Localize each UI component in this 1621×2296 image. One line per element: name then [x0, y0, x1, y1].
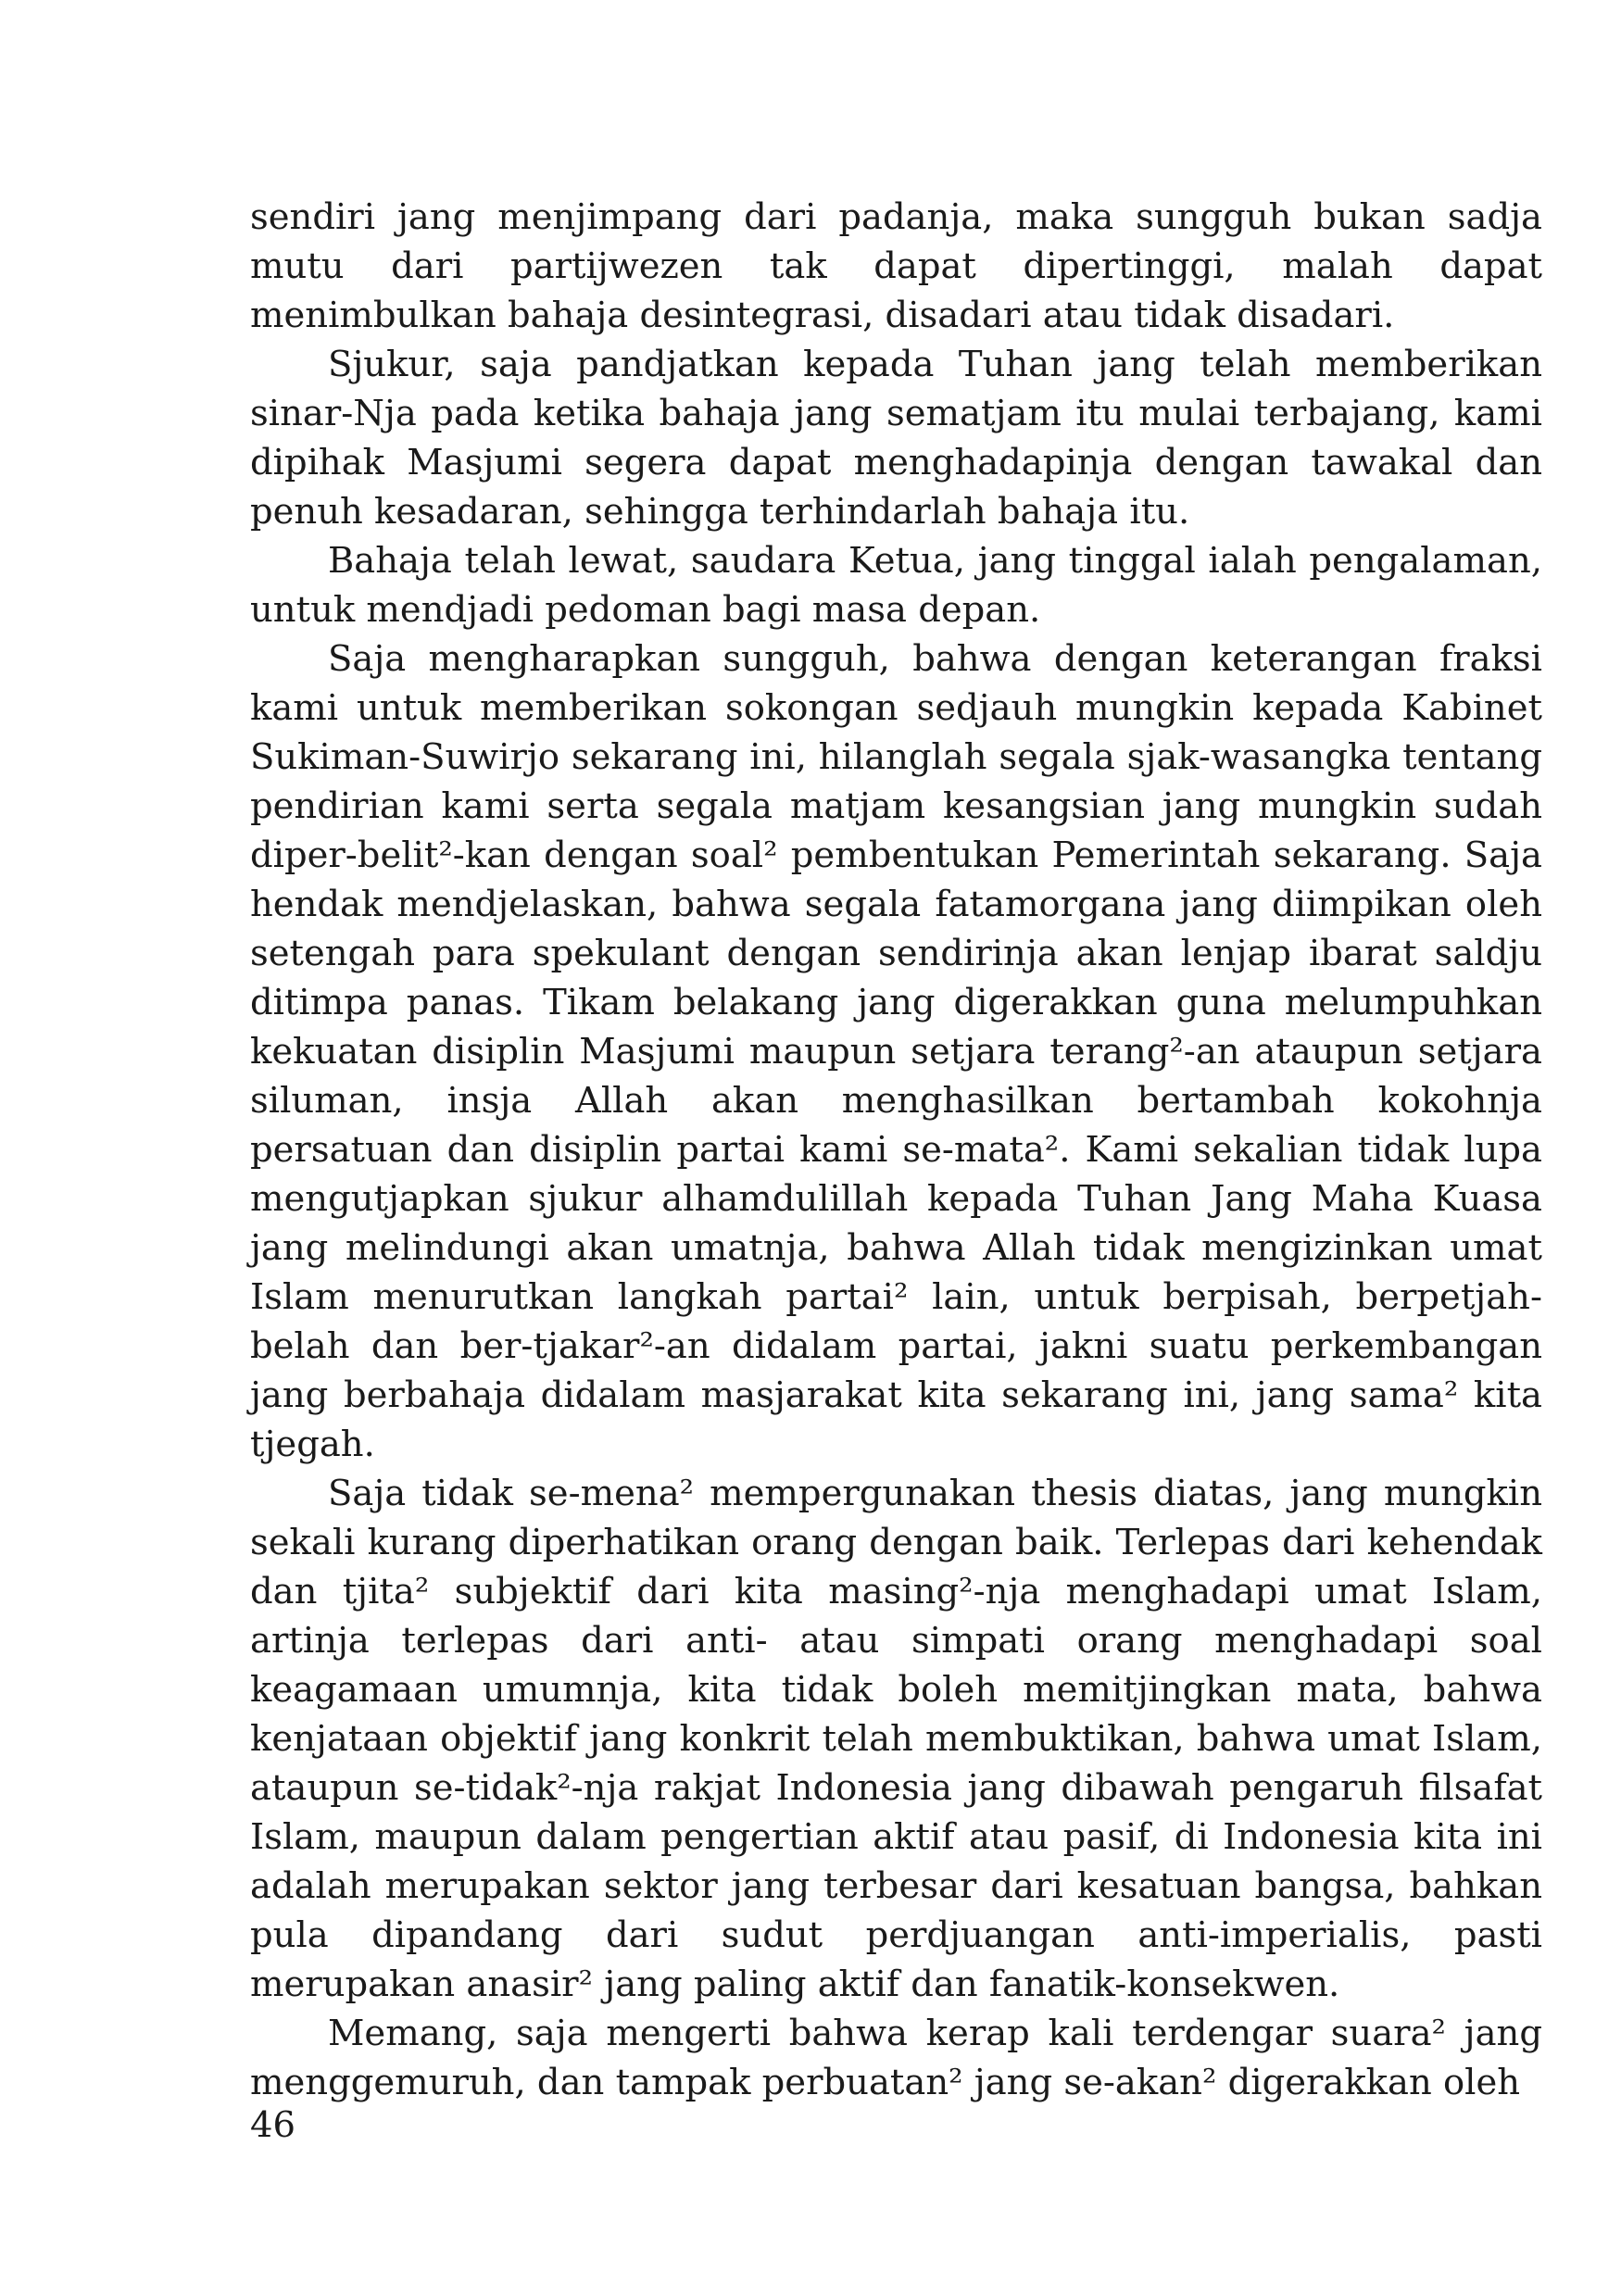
- paragraph-6: Memang, saja mengerti bahwa kerap kali terdengar suara² jang menggemuruh, dan tampak perbuatan² jang se-akan² digerakkan oleh: [250, 2013, 1542, 2103]
- paragraph-3: Bahaja telah lewat, saudara Ketua, jang tinggal ialah pengalaman, untuk mendjadi pedoman bagi masa depan.: [250, 540, 1542, 631]
- paragraph-5: Saja tidak se-mena² mempergunakan thesis diatas, jang mungkin sekali kurang diperhatikan orang dengan baik. Terlepas dari kehendak dan tjita² subjektif dari kita masing²-nja menghadapi umat Islam, artinja terlepas dari anti- atau simpati orang menghadapi soal keagamaan umumnja, kita tidak boleh memitjingkan mata, bahwa kenjataan objektif jang konkrit telah membuktikan, bahwa umat Islam, ataupun se-tidak²-nja rakjat Indonesia jang dibawah pengaruh filsafat Islam, maupun dalam pengertian aktif atau pasif, di Indonesia kita ini adalah merupakan sektor jang terbesar dari kesatuan bangsa, bahkan pula dipandang dari sudut perdjuangan anti-imperialis, pasti merupakan anasir² jang paling aktif dan fanatik-konsekwen.: [250, 1473, 1542, 2005]
- paragraph-4: Saja mengharapkan sungguh, bahwa dengan keterangan fraksi kami untuk memberikan sokongan sedjauh mungkin kepada Kabinet Sukiman-Suwirjo sekarang ini, hilanglah segala sjak-wasangka tentang pendirian kami serta segala matjam kesangsian jang mungkin sudah diper-belit²-kan dengan soal² pembentukan Pemerintah sekarang. Saja hendak mendjelaskan, bahwa segala fatamorgana jang diimpikan oleh setengah para spekulant dengan sendirinja akan lenjap ibarat saldju ditimpa panas. Tikam belakang jang digerakkan guna melumpuhkan kekuatan disiplin Masjumi maupun setjara terang²-an ataupun setjara siluman, insja Allah akan menghasilkan bertambah kokohnja persatuan dan disiplin partai kami se-mata². Kami sekalian tidak lupa mengutjapkan sjukur alhamdulillah kepada Tuhan Jang Maha Kuasa jang melindungi akan umatnja, bahwa Allah tidak mengizinkan umat Islam menurutkan langkah partai² lain, untuk berpisah, berpetjah-belah dan ber-tjakar²-an didalam partai, jakni suatu perkembangan jang berbahaja didalam masjarakat kita sekarang ini, jang sama² kita tjegah.: [250, 638, 1542, 1465]
- paragraph-2: Sjukur, saja pandjatkan kepada Tuhan jang telah memberikan sinar-Nja pada ketika bahaja jang sematjam itu mulai terbajang, kami dipihak Masjumi segera dapat menghadapinja dengan tawakal dan penuh kesadaran, sehingga terhindarlah bahaja itu.: [250, 344, 1542, 533]
- page-body: [250, 193, 1542, 2107]
- page-number: 46: [250, 2104, 295, 2146]
- paragraph-1: sendiri jang menjimpang dari padanja, maka sungguh bukan sadja mutu dari partijwezen tak dapat dipertinggi, malah dapat menimbulkan bahaja desintegrasi, disadari atau tidak disadari.: [250, 196, 1542, 336]
